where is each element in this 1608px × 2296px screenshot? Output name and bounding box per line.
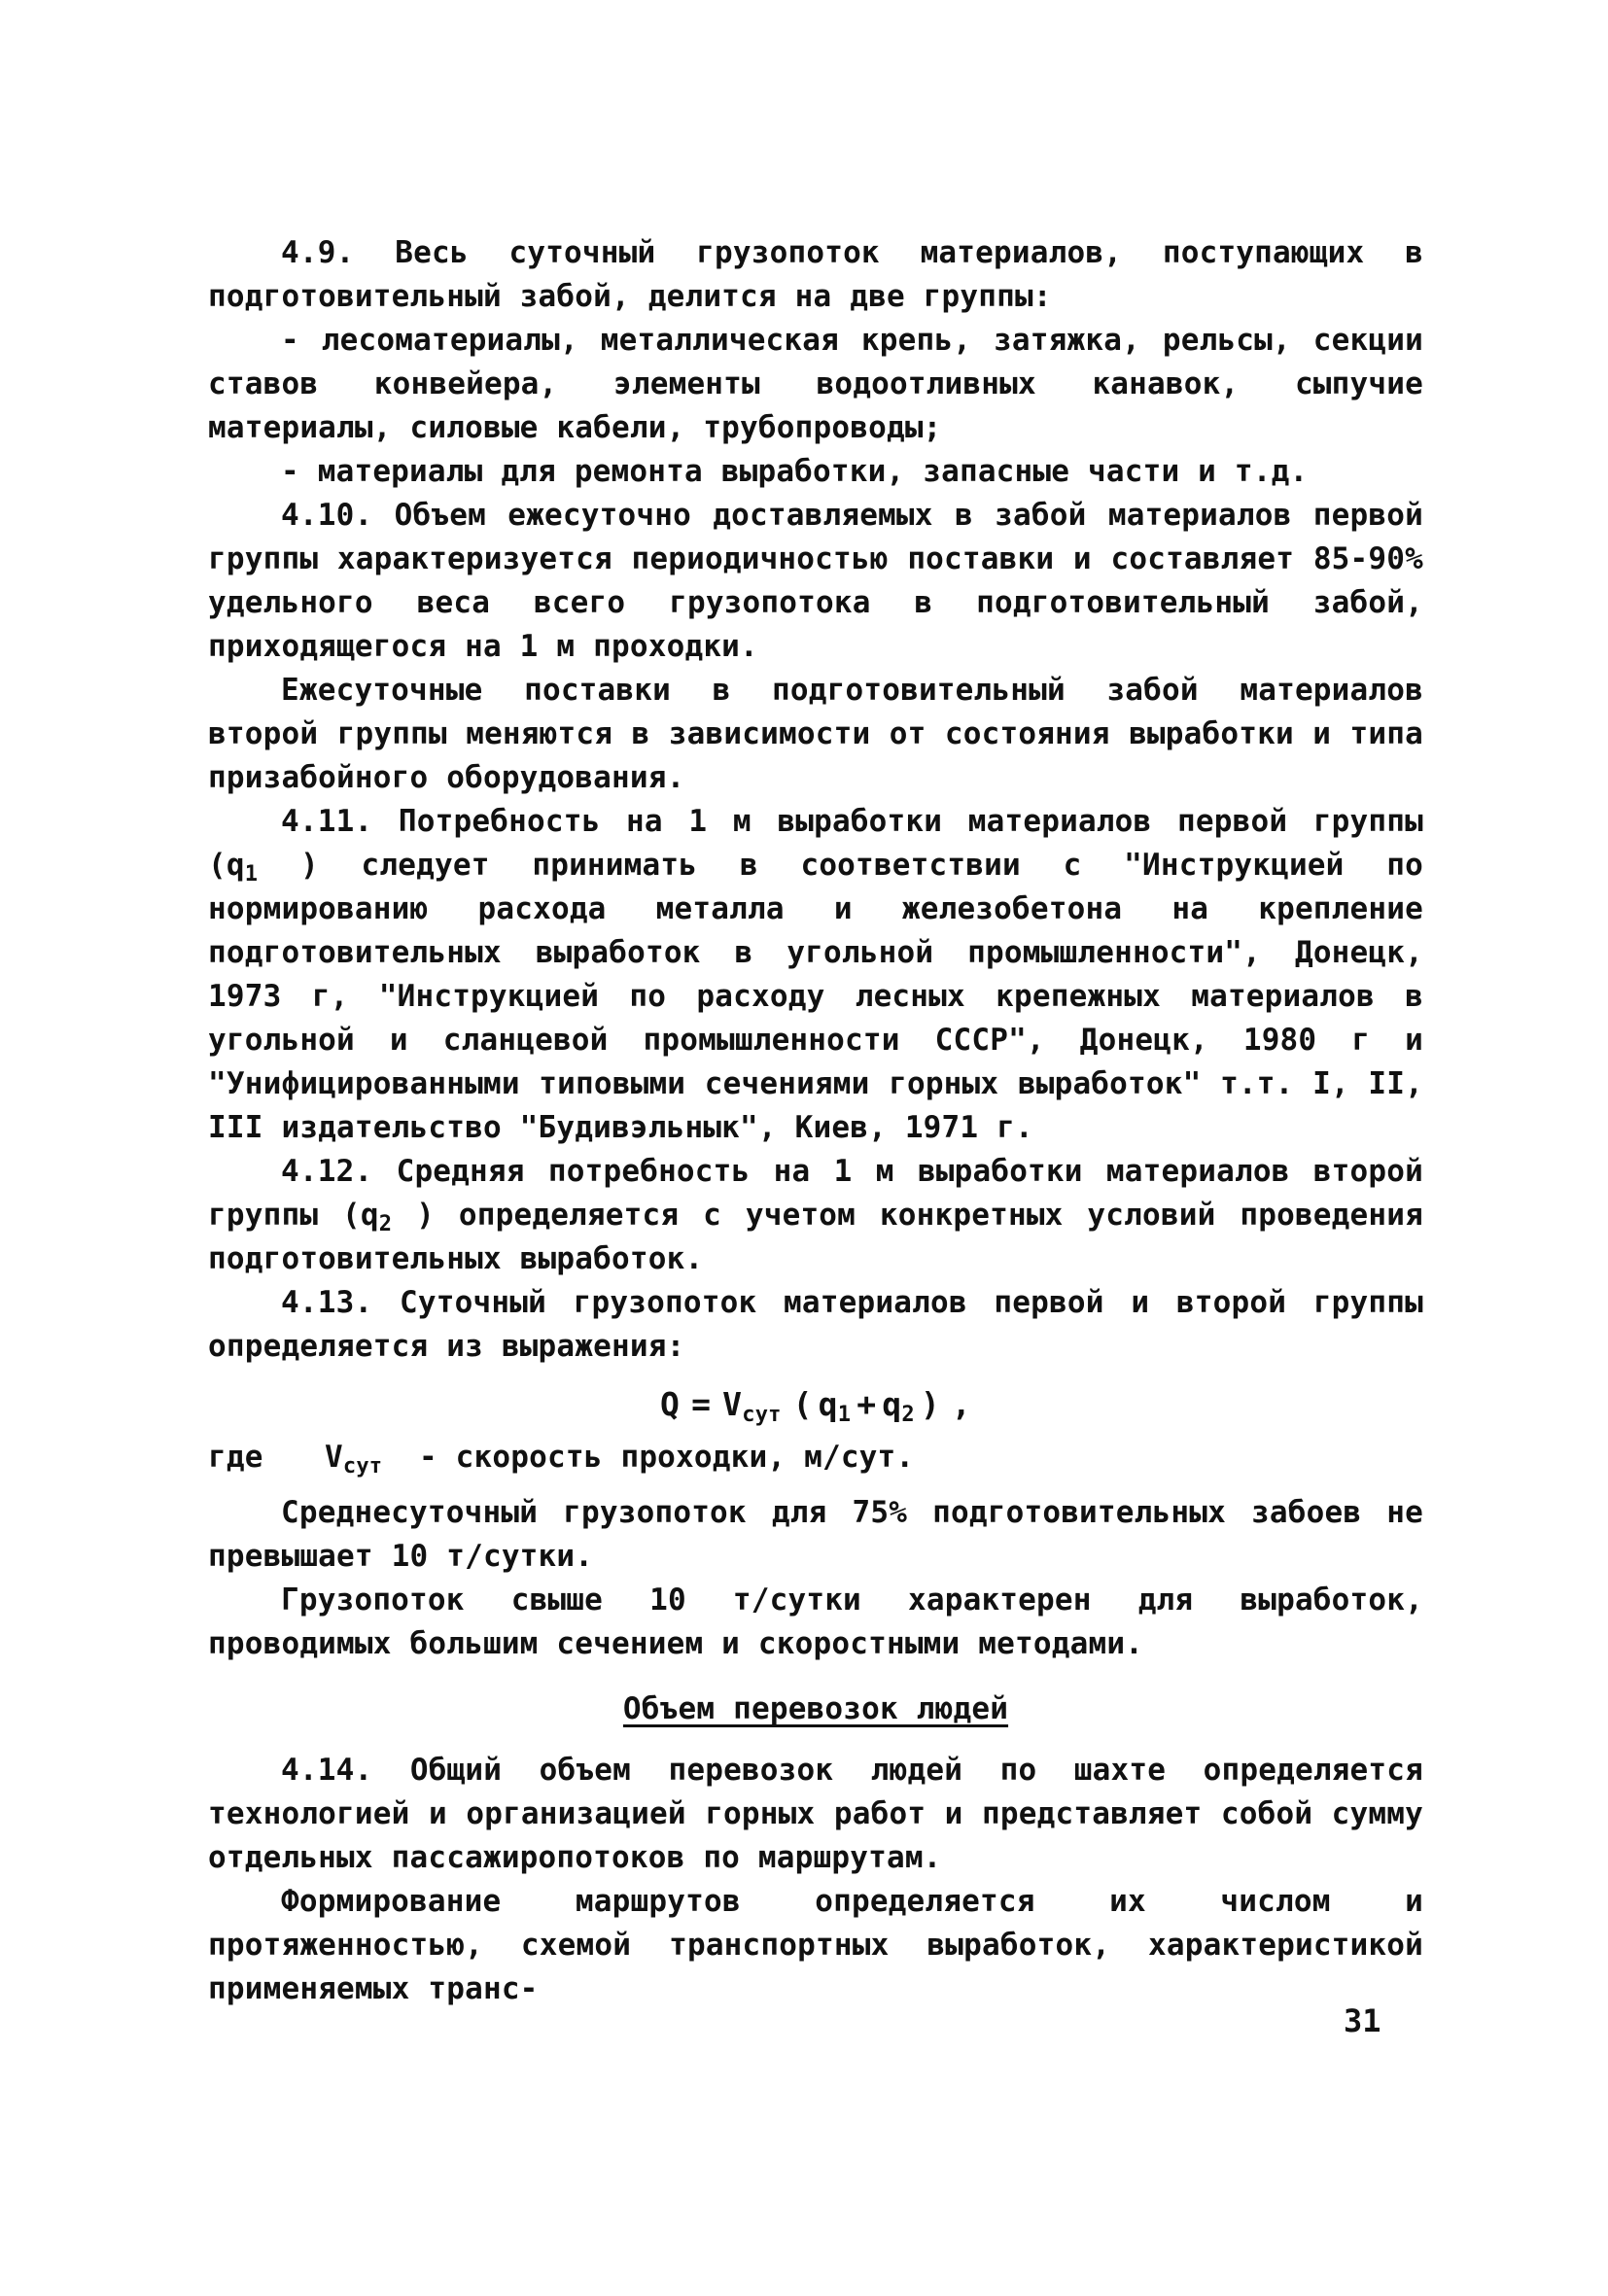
paragraph-4-11-start: 4.11. Потребность на 1 м выработки материалов первой группы ( [208,804,1423,883]
formula-q1 [818,1385,852,1427]
formula-daily-flow [208,1382,1423,1426]
legend-label: где [208,1440,263,1475]
formula-equals: = [691,1385,712,1423]
formula-q2-sub: 2 [901,1403,915,1427]
formula-open-paren: ( [792,1385,813,1423]
formula-q2 [882,1385,915,1427]
page-number: 31 [1344,2002,1381,2039]
formula-velocity [722,1382,781,1426]
section-heading-text: Объем перевозок людей [622,1691,1009,1726]
symbol-q1-base: q [226,848,245,883]
symbol-q2 [360,1198,393,1236]
paragraph-4-12-end: ) определяется с учетом конкретных условий проведения подготовительных выработок. [208,1198,1423,1276]
formula-close-paren: ) [920,1385,940,1423]
symbol-q1-sub: 1 [244,862,259,887]
paragraph-4-14: 4.14. Общий объем перевозок людей по шахте определяется технологией и организацией горных работ и представляет собой сумму отдельных пассажиропотоков по маршрутам. [208,1753,1423,1875]
paragraph-4-9: 4.9. Весь суточный грузопоток материалов, поступающих в подготовительный забой, делится на две группы: [208,235,1423,314]
paragraph-4-10: 4.10. Объем ежесуточно доставляемых в забой материалов первой группы характеризуется периодичностью поставки и составляет 85-90% удельного веса всего грузопотока в подготовительный забой, приходящегося на 1 м проходки. [208,498,1423,664]
formula-lhs: Q [660,1385,681,1423]
paragraph-4-11 [208,800,1423,1150]
formula-velocity-base: V [722,1385,743,1423]
formula-velocity-sub: сут [742,1403,782,1427]
legend-velocity-base: V [325,1440,343,1475]
legend-velocity-sub: сут [342,1454,383,1478]
paragraph-4-12 [208,1150,1423,1281]
document-body [208,231,1423,2011]
paragraph-flow-over-10: Грузопоток свыше 10 т/сутки характерен для выработок, проводимых большим сечением и скоростными методами. [208,1583,1423,1661]
paragraph-second-group: Ежесуточные поставки в подготовительный забой материалов второй группы меняются в зависимости от состояния выработки и типа призабойного оборудования. [208,673,1423,795]
formula-q1-sub: 1 [837,1403,852,1427]
list-item-group-1: - лесоматериалы, металлическая крепь, затяжка, рельсы, секции ставов конвейера, элементы водоотливных канавок, сыпучие материалы, силовые кабели, трубопроводы; [208,323,1423,445]
legend-velocity [325,1440,383,1478]
paragraph-routes: Формирование маршрутов определяется их числом и протяженностью, схемой транспортных выработок, характеристикой применяемых транс- [208,1884,1423,2006]
paragraph-4-13: 4.13. Суточный грузопоток материалов первой и второй группы определяется из выражения: [208,1285,1423,1364]
formula-plus: + [856,1385,877,1423]
section-heading [208,1687,1423,1731]
paragraph-average-flow: Среднесуточный грузопоток для 75% подготовительных забоев не превышает 10 т/сутки. [208,1495,1423,1574]
paragraph-4-12-start: 4.12. Средняя потребность на 1 м выработки материалов второй группы ( [208,1154,1423,1233]
symbol-q1 [226,848,259,887]
symbol-q2-sub: 2 [378,1212,393,1236]
paragraph-4-11-end: ) следует принимать в соответствии с "Инструкцией по нормированию расхода металла и железобетона на крепление подготовительных выработок в угольной промышленности", Донецк, 1973 г, "Инструкцией по расходу лесных крепежных материалов в угольной и сланцевой промышленности СССР", Донецк, 1980 г и "Унифицированными типовыми сечениями горных выработок" т.т. I, II, III издательство "Будивэльнык", Киев, 1971 г. [208,848,1423,1145]
formula-q1-base: q [818,1385,838,1423]
symbol-q2-base: q [360,1198,379,1233]
formula-comma: , [951,1385,971,1423]
formula-legend [208,1436,1423,1479]
legend-text: - скорость проходки, м/сут. [418,1440,915,1475]
formula-q2-base: q [882,1385,902,1423]
list-item-group-2: - материалы для ремонта выработки, запасные части и т.д. [281,454,1309,489]
